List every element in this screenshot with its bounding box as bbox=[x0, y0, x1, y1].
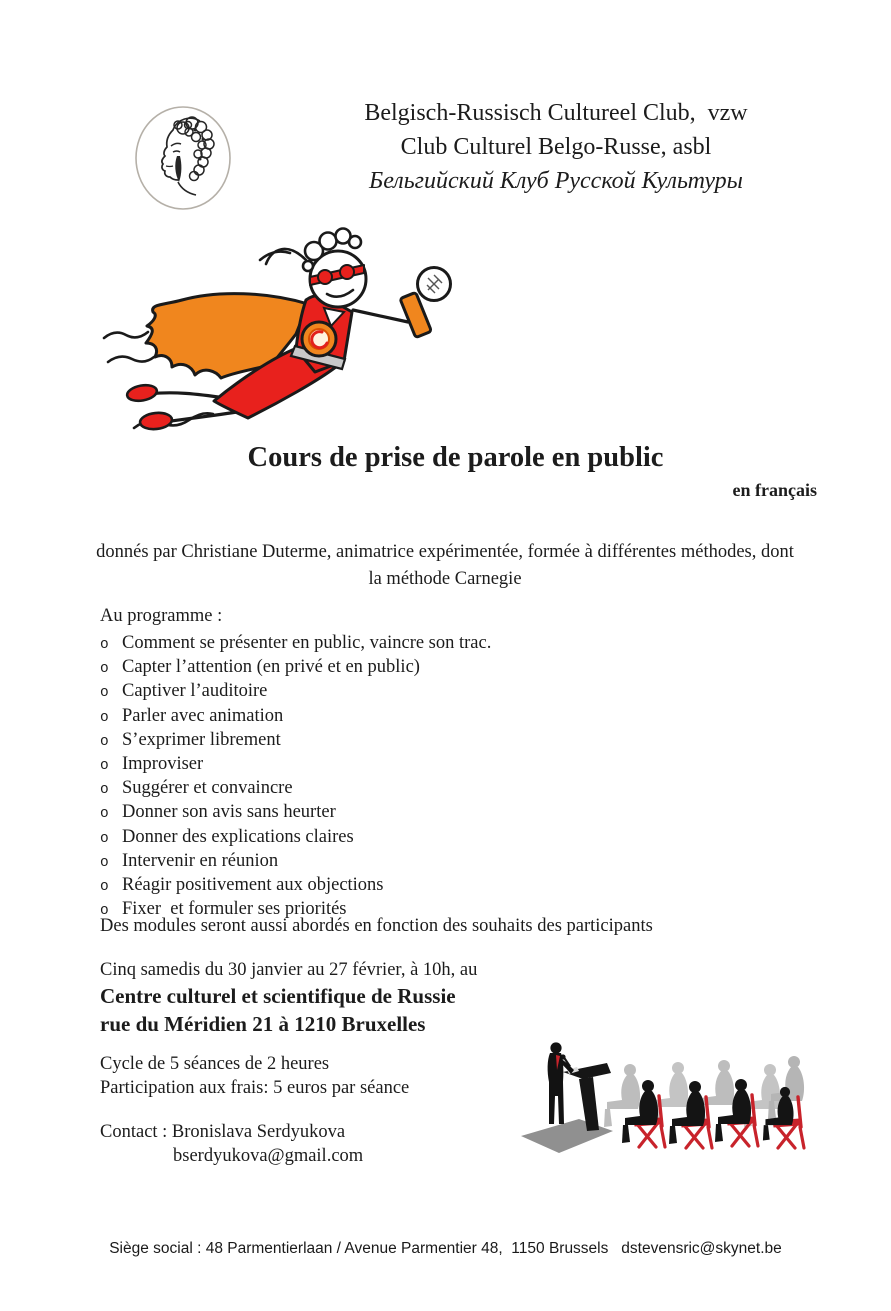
chest-badge bbox=[302, 322, 336, 356]
club-name-french: Club Culturel Belgo-Russe, asbl bbox=[400, 134, 712, 160]
stage-platform bbox=[521, 1119, 613, 1153]
shoe bbox=[139, 411, 172, 430]
list-item: o Donner son avis sans heurter bbox=[100, 801, 720, 825]
club-logo-pushkin-portrait bbox=[133, 104, 233, 212]
superhero-speaker-illustration bbox=[100, 222, 470, 442]
shoe bbox=[126, 383, 158, 403]
schedule-section bbox=[100, 958, 477, 1038]
footer-registered-office: Siège social : 48 Parmentierlaan / Avenue Parmentier 48, 1150 Brussels dstevensric@skynet.be bbox=[109, 1240, 782, 1257]
club-name-dutch: Belgisch-Russisch Cultureel Club, vzw bbox=[364, 100, 748, 126]
bullet-icon: o bbox=[100, 806, 109, 823]
list-item: o Parler avec animation bbox=[100, 705, 720, 729]
page-title: Cours de prise de parole en public bbox=[247, 442, 664, 473]
lecture-audience-illustration bbox=[517, 1034, 812, 1156]
modules-note: Des modules seront aussi abordés en fonction des souhaits des participants bbox=[100, 916, 653, 936]
list-item: o Comment se présenter en public, vaincre son trac. bbox=[100, 632, 720, 656]
list-item: o S’exprimer librement bbox=[100, 729, 720, 753]
bullet-icon: o bbox=[100, 830, 109, 847]
programme-list bbox=[100, 632, 720, 922]
header-club-names bbox=[298, 96, 814, 198]
schedule-dates: Cinq samedis du 30 janvier au 27 février, à 10h, au bbox=[100, 960, 478, 980]
club-name-russian: Бельгийский Клуб Русской Культуры bbox=[369, 168, 743, 194]
list-item: o Intervenir en réunion bbox=[100, 850, 720, 874]
bullet-icon: o bbox=[100, 854, 109, 871]
fee-info: Participation aux frais: 5 euros par séance bbox=[100, 1077, 410, 1098]
venue-address: rue du Méridien 21 à 1210 Bruxelles bbox=[100, 1011, 426, 1036]
speaker-silhouette bbox=[548, 1042, 574, 1124]
intro-paragraph: donnés par Christiane Duterme, animatrice expérimentée, formée à différentes méthodes, dont la méthode Carnegie bbox=[96, 542, 794, 589]
programme-section bbox=[100, 604, 720, 922]
list-item: o Suggérer et convaincre bbox=[100, 777, 720, 801]
bullet-icon: o bbox=[100, 782, 109, 799]
contact-section bbox=[100, 1121, 363, 1169]
bullet-icon: o bbox=[100, 685, 109, 702]
list-item: o Donner des explications claires bbox=[100, 826, 720, 850]
contact-email: bserdyukova@gmail.com bbox=[173, 1145, 364, 1166]
bullet-icon: o bbox=[100, 661, 109, 678]
bullet-icon: o bbox=[100, 733, 109, 750]
microphone bbox=[400, 268, 451, 338]
language-note: en français bbox=[732, 480, 817, 500]
cycle-info: Cycle de 5 séances de 2 heures bbox=[100, 1054, 330, 1074]
bullet-icon: o bbox=[100, 709, 109, 726]
list-item: o Improviser bbox=[100, 753, 720, 777]
venue-name: Centre culturel et scientifique de Russie bbox=[100, 984, 456, 1008]
list-item: o Réagir positivement aux objections bbox=[100, 874, 720, 898]
programme-heading: Au programme : bbox=[100, 606, 223, 626]
contact-name: Contact : Bronislava Serdyukova bbox=[100, 1122, 346, 1142]
list-item: o Fixer et formuler ses priorités bbox=[100, 898, 720, 922]
bullet-icon: o bbox=[100, 903, 109, 920]
bullet-icon: o bbox=[100, 637, 109, 653]
course-details bbox=[100, 1053, 409, 1100]
list-item: o Capter l’attention (en privé et en public) bbox=[100, 656, 720, 680]
bullet-icon: o bbox=[100, 879, 109, 896]
bullet-icon: o bbox=[100, 758, 109, 775]
list-item: o Captiver l’auditoire bbox=[100, 680, 720, 704]
